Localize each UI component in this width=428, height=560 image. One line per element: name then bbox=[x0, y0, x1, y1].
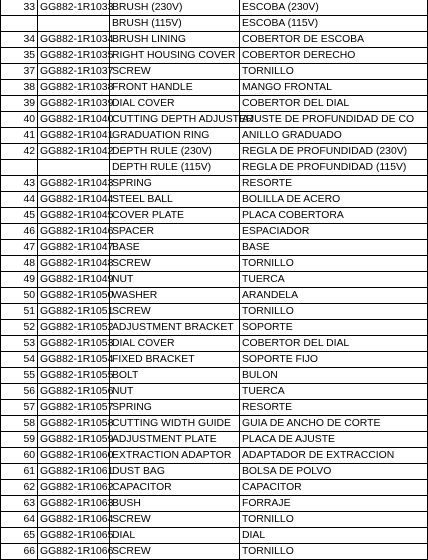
part-number-cell: GG882-1R1044 bbox=[38, 192, 110, 208]
table-row bbox=[1, 176, 428, 192]
spanish-description-cell: TORNILLO bbox=[240, 256, 428, 272]
spanish-description-cell: MANGO FRONTAL bbox=[240, 80, 428, 96]
english-description-cell: BRUSH (115V) bbox=[110, 16, 240, 32]
ref-number-cell: 39 bbox=[1, 96, 38, 112]
table-row bbox=[1, 0, 428, 16]
ref-number-cell: 58 bbox=[1, 416, 38, 432]
part-number-cell: GG882-1R1063 bbox=[38, 496, 110, 512]
table-row bbox=[1, 432, 428, 448]
spanish-description-cell: ARANDELA bbox=[240, 288, 428, 304]
table-row bbox=[1, 80, 428, 96]
part-number-cell bbox=[38, 16, 110, 32]
part-number-cell: GG882-1R1061 bbox=[38, 464, 110, 480]
ref-number-cell bbox=[1, 16, 38, 32]
table-row bbox=[1, 48, 428, 64]
spanish-description-cell: REGLA DE PROFUNDIDAD (115V) bbox=[240, 160, 428, 176]
spanish-description-cell: COBERTOR DEL DIAL bbox=[240, 96, 428, 112]
table-row bbox=[1, 192, 428, 208]
spanish-description-cell: SOPORTE FIJO bbox=[240, 352, 428, 368]
part-number-cell: GG882-1R1038 bbox=[38, 80, 110, 96]
spanish-description-cell: FORRAJE bbox=[240, 496, 428, 512]
table-row bbox=[1, 64, 428, 80]
ref-number-cell: 62 bbox=[1, 480, 38, 496]
table-row bbox=[1, 240, 428, 256]
ref-number-cell: 43 bbox=[1, 176, 38, 192]
part-number-cell: GG882-1R1039 bbox=[38, 96, 110, 112]
table-row bbox=[1, 112, 428, 128]
part-number-cell: GG882-1R1041 bbox=[38, 128, 110, 144]
part-number-cell: GG882-1R1054 bbox=[38, 352, 110, 368]
table-row bbox=[1, 256, 428, 272]
english-description-cell: CUTTING WIDTH GUIDE bbox=[110, 416, 240, 432]
english-description-cell: SCREW bbox=[110, 64, 240, 80]
table-row bbox=[1, 336, 428, 352]
part-number-cell: GG882-1R1040 bbox=[38, 112, 110, 128]
spanish-description-cell: TORNILLO bbox=[240, 512, 428, 528]
part-number-cell: GG882-1R1064 bbox=[38, 512, 110, 528]
english-description-cell: FIXED BRACKET bbox=[110, 352, 240, 368]
ref-number-cell: 40 bbox=[1, 112, 38, 128]
spanish-description-cell: GUIA DE ANCHO DE CORTE bbox=[240, 416, 428, 432]
english-description-cell: COVER PLATE bbox=[110, 208, 240, 224]
ref-number-cell: 33 bbox=[1, 0, 38, 16]
ref-number-cell: 45 bbox=[1, 208, 38, 224]
ref-number-cell: 57 bbox=[1, 400, 38, 416]
table-row bbox=[1, 160, 428, 176]
ref-number-cell: 60 bbox=[1, 448, 38, 464]
english-description-cell: SPRING bbox=[110, 176, 240, 192]
part-number-cell: GG882-1R1056 bbox=[38, 384, 110, 400]
english-description-cell: ADJUSTMENT BRACKET bbox=[110, 320, 240, 336]
part-number-cell: GG882-1R1037 bbox=[38, 64, 110, 80]
english-description-cell: FRONT HANDLE bbox=[110, 80, 240, 96]
part-number-cell: GG882-1R1049 bbox=[38, 272, 110, 288]
table-row bbox=[1, 128, 428, 144]
english-description-cell: BRUSH LINING bbox=[110, 32, 240, 48]
table-row bbox=[1, 272, 428, 288]
part-number-cell: GG882-1R1042 bbox=[38, 144, 110, 160]
part-number-cell: GG882-1R1065 bbox=[38, 528, 110, 544]
spanish-description-cell: REGLA DE PROFUNDIDAD (230V) bbox=[240, 144, 428, 160]
ref-number-cell: 34 bbox=[1, 32, 38, 48]
table-row bbox=[1, 304, 428, 320]
english-description-cell: BRUSH (230V) bbox=[110, 0, 240, 16]
english-description-cell: BASE bbox=[110, 240, 240, 256]
part-number-cell: GG882-1R1066 bbox=[38, 544, 110, 560]
ref-number-cell: 41 bbox=[1, 128, 38, 144]
spanish-description-cell: TORNILLO bbox=[240, 64, 428, 80]
part-number-cell: GG882-1R1057 bbox=[38, 400, 110, 416]
ref-number-cell bbox=[1, 160, 38, 176]
spanish-description-cell: RESORTE bbox=[240, 176, 428, 192]
ref-number-cell: 64 bbox=[1, 512, 38, 528]
spanish-description-cell: ADAPTADOR DE EXTRACCION bbox=[240, 448, 428, 464]
part-number-cell: GG882-1R1059 bbox=[38, 432, 110, 448]
ref-number-cell: 38 bbox=[1, 80, 38, 96]
part-number-cell: GG882-1R1045 bbox=[38, 208, 110, 224]
english-description-cell: GRADUATION RING bbox=[110, 128, 240, 144]
spanish-description-cell: ESCOBA (115V) bbox=[240, 16, 428, 32]
english-description-cell: CUTTING DEPTH ADJUSTER bbox=[110, 112, 240, 128]
spanish-description-cell: BULON bbox=[240, 368, 428, 384]
part-number-cell: GG882-1R1043 bbox=[38, 176, 110, 192]
english-description-cell: NUT bbox=[110, 384, 240, 400]
ref-number-cell: 53 bbox=[1, 336, 38, 352]
ref-number-cell: 63 bbox=[1, 496, 38, 512]
spanish-description-cell: TUERCA bbox=[240, 384, 428, 400]
table-row bbox=[1, 208, 428, 224]
english-description-cell: DIAL bbox=[110, 528, 240, 544]
english-description-cell: SCREW bbox=[110, 304, 240, 320]
spanish-description-cell: CAPACITOR bbox=[240, 480, 428, 496]
spanish-description-cell: ANILLO GRADUADO bbox=[240, 128, 428, 144]
ref-number-cell: 51 bbox=[1, 304, 38, 320]
table-row bbox=[1, 352, 428, 368]
english-description-cell: SCREW bbox=[110, 256, 240, 272]
part-number-cell: GG882-1R1050 bbox=[38, 288, 110, 304]
ref-number-cell: 48 bbox=[1, 256, 38, 272]
spanish-description-cell: RESORTE bbox=[240, 400, 428, 416]
english-description-cell: DUST BAG bbox=[110, 464, 240, 480]
ref-number-cell: 49 bbox=[1, 272, 38, 288]
english-description-cell: SCREW bbox=[110, 512, 240, 528]
table-row bbox=[1, 544, 428, 560]
english-description-cell: BUSH bbox=[110, 496, 240, 512]
part-number-cell: GG882-1R1062 bbox=[38, 480, 110, 496]
part-number-cell: GG882-1R1048 bbox=[38, 256, 110, 272]
table-row bbox=[1, 464, 428, 480]
part-number-cell: GG882-1R1060 bbox=[38, 448, 110, 464]
english-description-cell: NUT bbox=[110, 272, 240, 288]
ref-number-cell: 54 bbox=[1, 352, 38, 368]
spanish-description-cell: TORNILLO bbox=[240, 544, 428, 560]
spanish-description-cell: DIAL bbox=[240, 528, 428, 544]
ref-number-cell: 59 bbox=[1, 432, 38, 448]
part-number-cell bbox=[38, 160, 110, 176]
table-row bbox=[1, 320, 428, 336]
table-row bbox=[1, 144, 428, 160]
part-number-cell: GG882-1R1058 bbox=[38, 416, 110, 432]
ref-number-cell: 61 bbox=[1, 464, 38, 480]
ref-number-cell: 35 bbox=[1, 48, 38, 64]
part-number-cell: GG882-1R1053 bbox=[38, 336, 110, 352]
table-row bbox=[1, 368, 428, 384]
english-description-cell: SPACER bbox=[110, 224, 240, 240]
table-row bbox=[1, 288, 428, 304]
table-row bbox=[1, 528, 428, 544]
part-number-cell: GG882-1R1047 bbox=[38, 240, 110, 256]
spanish-description-cell: BASE bbox=[240, 240, 428, 256]
spanish-description-cell: PLACA DE AJUSTE bbox=[240, 432, 428, 448]
english-description-cell: SPRING bbox=[110, 400, 240, 416]
english-description-cell: DEPTH RULE (115V) bbox=[110, 160, 240, 176]
spanish-description-cell: TUERCA bbox=[240, 272, 428, 288]
spanish-description-cell: ESPACIADOR bbox=[240, 224, 428, 240]
table-row bbox=[1, 448, 428, 464]
spanish-description-cell: BOLILLA DE ACERO bbox=[240, 192, 428, 208]
english-description-cell: EXTRACTION ADAPTOR bbox=[110, 448, 240, 464]
table-row bbox=[1, 416, 428, 432]
part-number-cell: GG882-1R1033 bbox=[38, 0, 110, 16]
part-number-cell: GG882-1R1034 bbox=[38, 32, 110, 48]
spanish-description-cell: TORNILLO bbox=[240, 304, 428, 320]
english-description-cell: ADJUSTMENT PLATE bbox=[110, 432, 240, 448]
ref-number-cell: 56 bbox=[1, 384, 38, 400]
table-row bbox=[1, 16, 428, 32]
parts-table-body bbox=[1, 0, 428, 560]
ref-number-cell: 44 bbox=[1, 192, 38, 208]
ref-number-cell: 52 bbox=[1, 320, 38, 336]
table-row bbox=[1, 496, 428, 512]
part-number-cell: GG882-1R1055 bbox=[38, 368, 110, 384]
spanish-description-cell: ESCOBA (230V) bbox=[240, 0, 428, 16]
table-row bbox=[1, 96, 428, 112]
spanish-description-cell: PLACA COBERTORA bbox=[240, 208, 428, 224]
table-row bbox=[1, 224, 428, 240]
english-description-cell: DIAL COVER bbox=[110, 336, 240, 352]
english-description-cell: CAPACITOR bbox=[110, 480, 240, 496]
table-row bbox=[1, 512, 428, 528]
english-description-cell: WASHER bbox=[110, 288, 240, 304]
ref-number-cell: 65 bbox=[1, 528, 38, 544]
table-row bbox=[1, 400, 428, 416]
english-description-cell: BOLT bbox=[110, 368, 240, 384]
spanish-description-cell: COBERTOR DERECHO bbox=[240, 48, 428, 64]
ref-number-cell: 66 bbox=[1, 544, 38, 560]
ref-number-cell: 46 bbox=[1, 224, 38, 240]
ref-number-cell: 50 bbox=[1, 288, 38, 304]
ref-number-cell: 37 bbox=[1, 64, 38, 80]
part-number-cell: GG882-1R1052 bbox=[38, 320, 110, 336]
spanish-description-cell: AJUSTE DE PROFUNDIDAD DE CO bbox=[240, 112, 428, 128]
english-description-cell: DEPTH RULE (230V) bbox=[110, 144, 240, 160]
spanish-description-cell: BOLSA DE POLVO bbox=[240, 464, 428, 480]
table-row bbox=[1, 384, 428, 400]
ref-number-cell: 42 bbox=[1, 144, 38, 160]
ref-number-cell: 55 bbox=[1, 368, 38, 384]
english-description-cell: RIGHT HOUSING COVER bbox=[110, 48, 240, 64]
ref-number-cell: 47 bbox=[1, 240, 38, 256]
part-number-cell: GG882-1R1046 bbox=[38, 224, 110, 240]
spanish-description-cell: SOPORTE bbox=[240, 320, 428, 336]
spanish-description-cell: COBERTOR DE ESCOBA bbox=[240, 32, 428, 48]
table-row bbox=[1, 480, 428, 496]
part-number-cell: GG882-1R1051 bbox=[38, 304, 110, 320]
part-number-cell: GG882-1R1035 bbox=[38, 48, 110, 64]
table-row bbox=[1, 32, 428, 48]
spanish-description-cell: COBERTOR DEL DIAL bbox=[240, 336, 428, 352]
english-description-cell: SCREW bbox=[110, 544, 240, 560]
english-description-cell: STEEL BALL bbox=[110, 192, 240, 208]
english-description-cell: DIAL COVER bbox=[110, 96, 240, 112]
